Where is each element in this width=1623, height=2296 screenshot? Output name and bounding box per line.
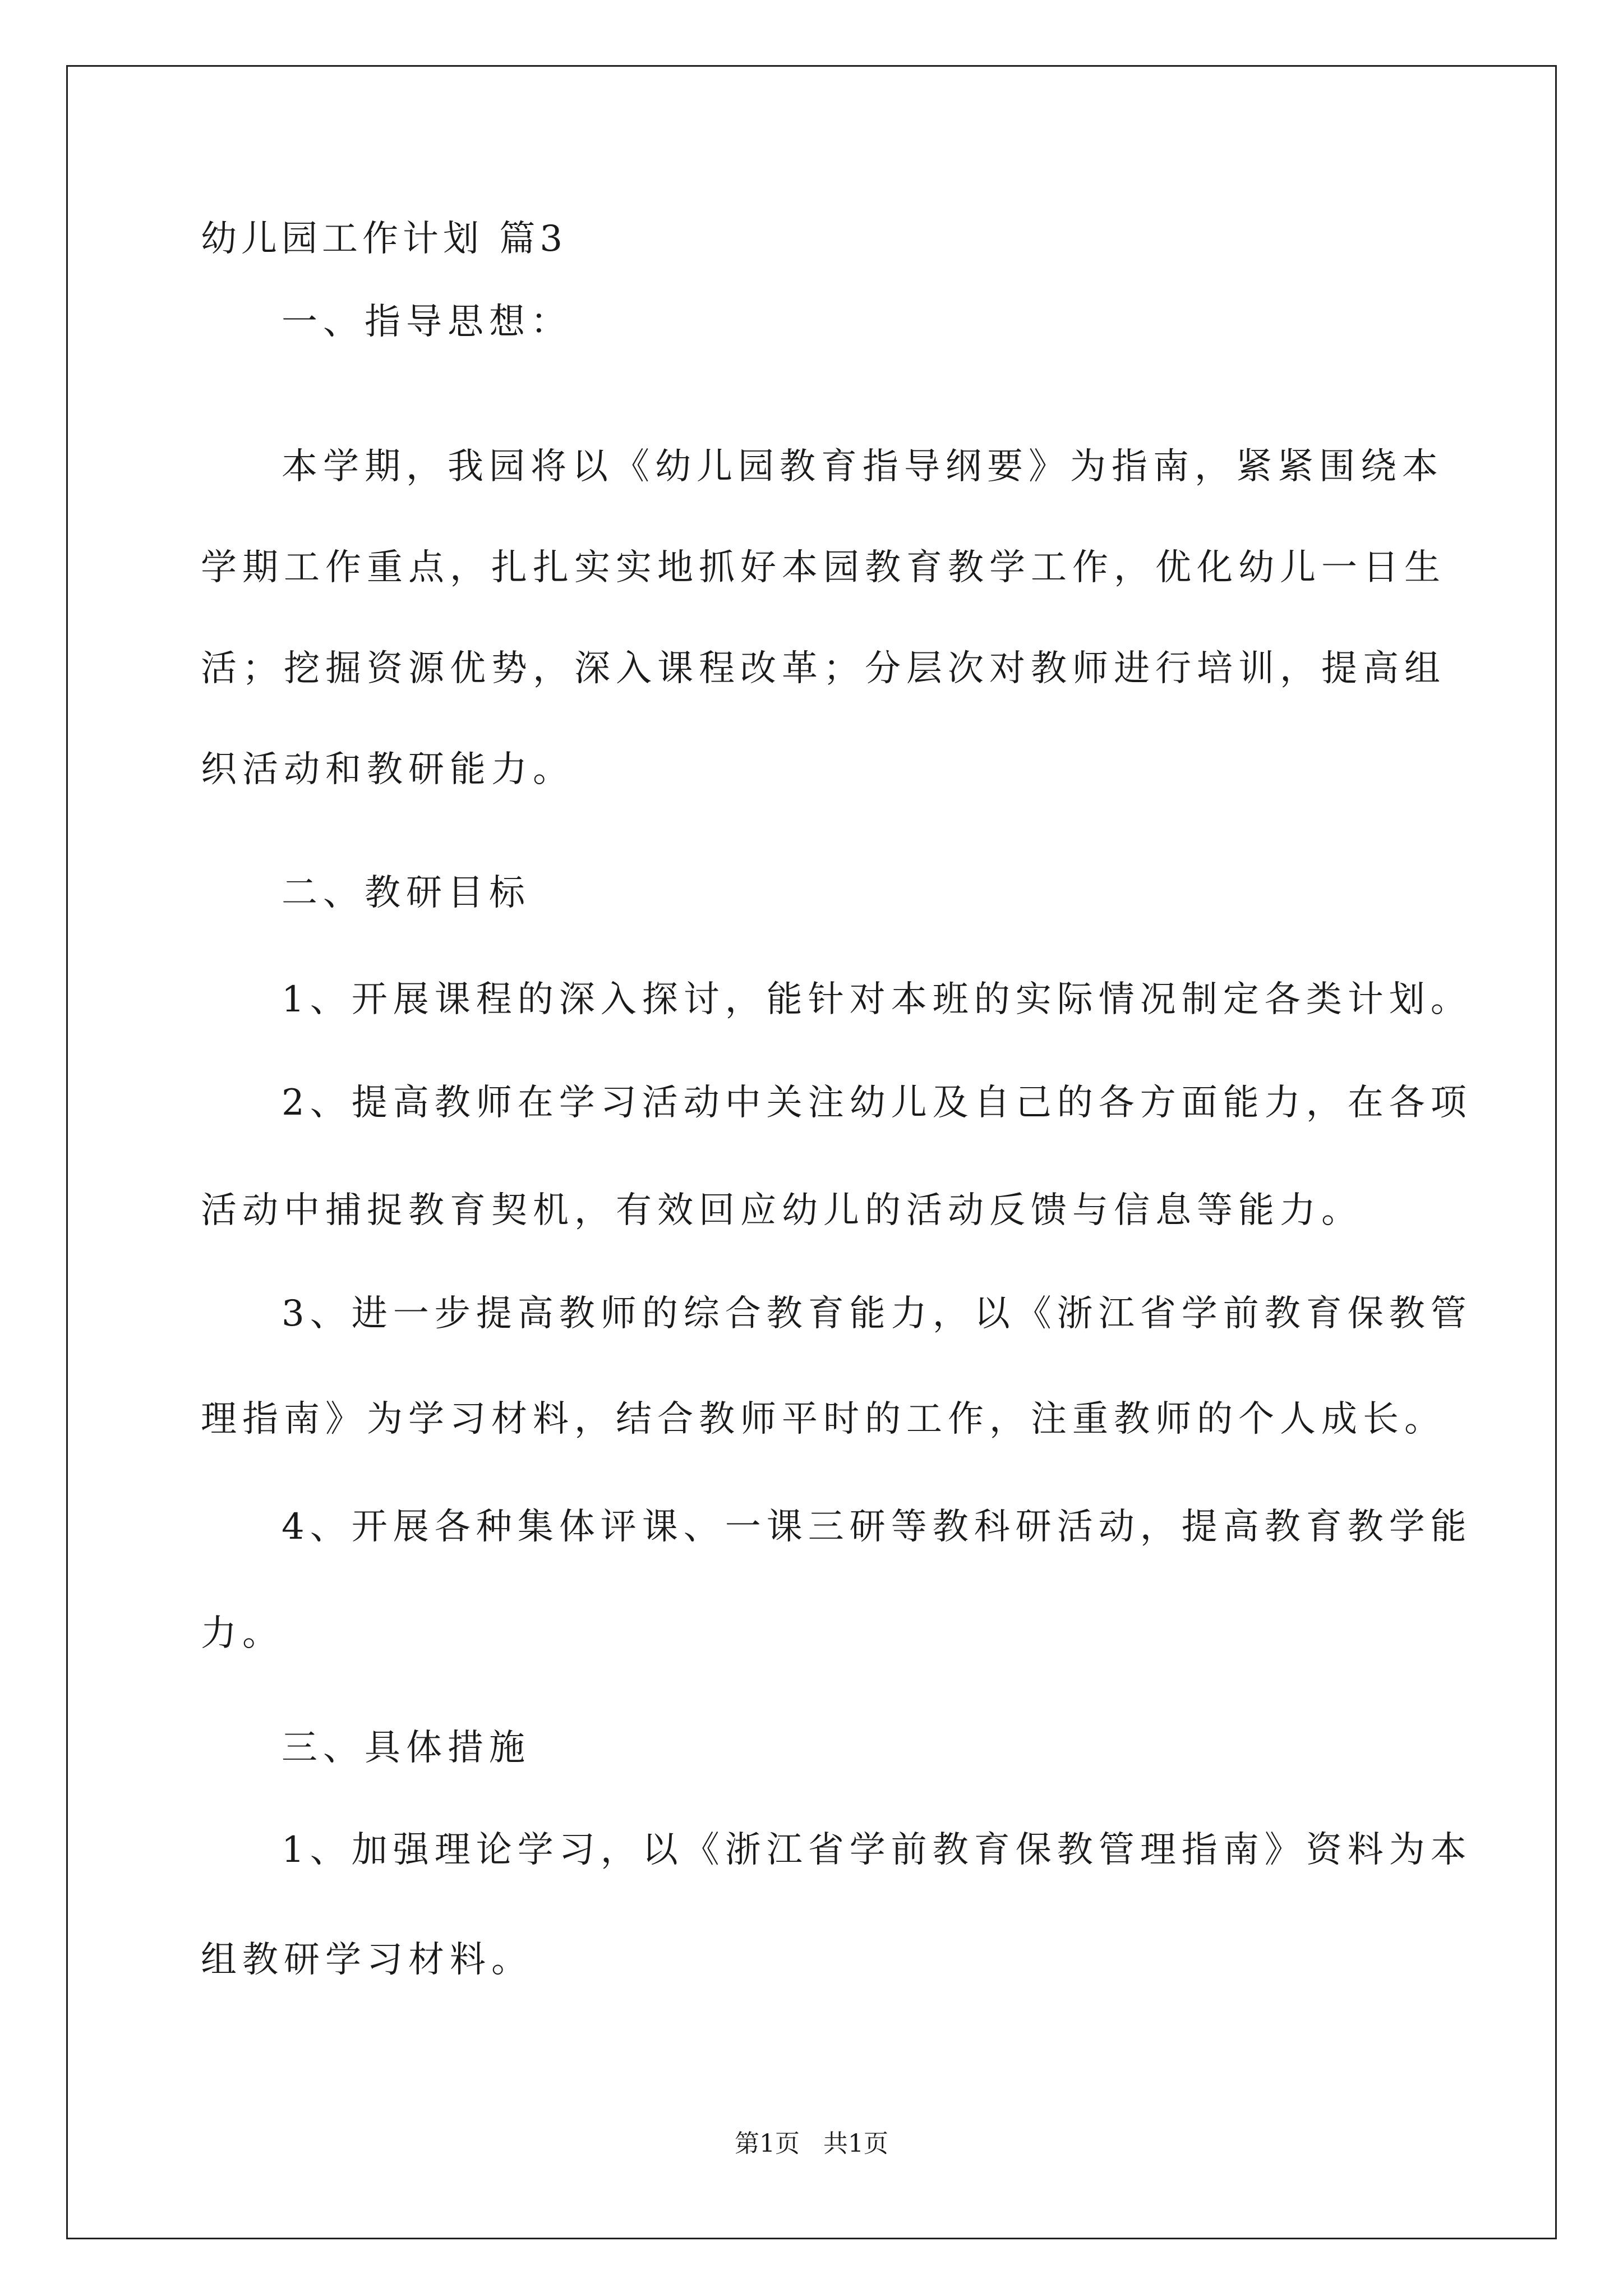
page-footer: 第1页 共1页 bbox=[735, 2129, 888, 2158]
list-item: 3、进一步提高教师的综合教育能力，以《浙江省学前教育保教管 bbox=[282, 1293, 1472, 1335]
list-item: 4、开展各种集体评课、一课三研等教科研活动，提高教育教学能 bbox=[282, 1506, 1472, 1548]
paragraph-line: 组教研学习材料。 bbox=[201, 1939, 533, 1981]
list-item: 2、提高教师在学习活动中关注幼儿及自己的各方面能力，在各项 bbox=[282, 1082, 1472, 1124]
list-item: 1、开展课程的深入探讨，能针对本班的实际情况制定各类计划。 bbox=[282, 979, 1472, 1020]
section-heading-specific-measures: 三、具体措施 bbox=[282, 1727, 531, 1769]
paragraph-line: 织活动和教研能力。 bbox=[201, 749, 574, 790]
document-title: 幼儿园工作计划 篇3 bbox=[201, 218, 568, 260]
paragraph-line: 力。 bbox=[201, 1613, 284, 1654]
list-item: 1、加强理论学习，以《浙江省学前教育保教管理指南》资料为本 bbox=[282, 1829, 1472, 1871]
paragraph-line: 学期工作重点，扎扎实实地抓好本园教育教学工作，优化幼儿一日生 bbox=[201, 547, 1446, 588]
paragraph-line: 理指南》为学习材料，结合教师平时的工作，注重教师的个人成长。 bbox=[201, 1398, 1446, 1440]
paragraph-line: 活动中捕捉教育契机，有效回应幼儿的活动反馈与信息等能力。 bbox=[201, 1190, 1363, 1231]
page-border bbox=[66, 65, 1557, 2239]
paragraph-line: 活；挖掘资源优势，深入课程改革；分层次对教师进行培训，提高组 bbox=[201, 648, 1446, 689]
section-heading-guiding-ideology: 一、指导思想： bbox=[282, 301, 572, 343]
section-heading-research-goals: 二、教研目标 bbox=[282, 872, 531, 914]
paragraph-line: 本学期，我园将以《幼儿园教育指导纲要》为指南，紧紧围绕本 bbox=[282, 446, 1444, 487]
